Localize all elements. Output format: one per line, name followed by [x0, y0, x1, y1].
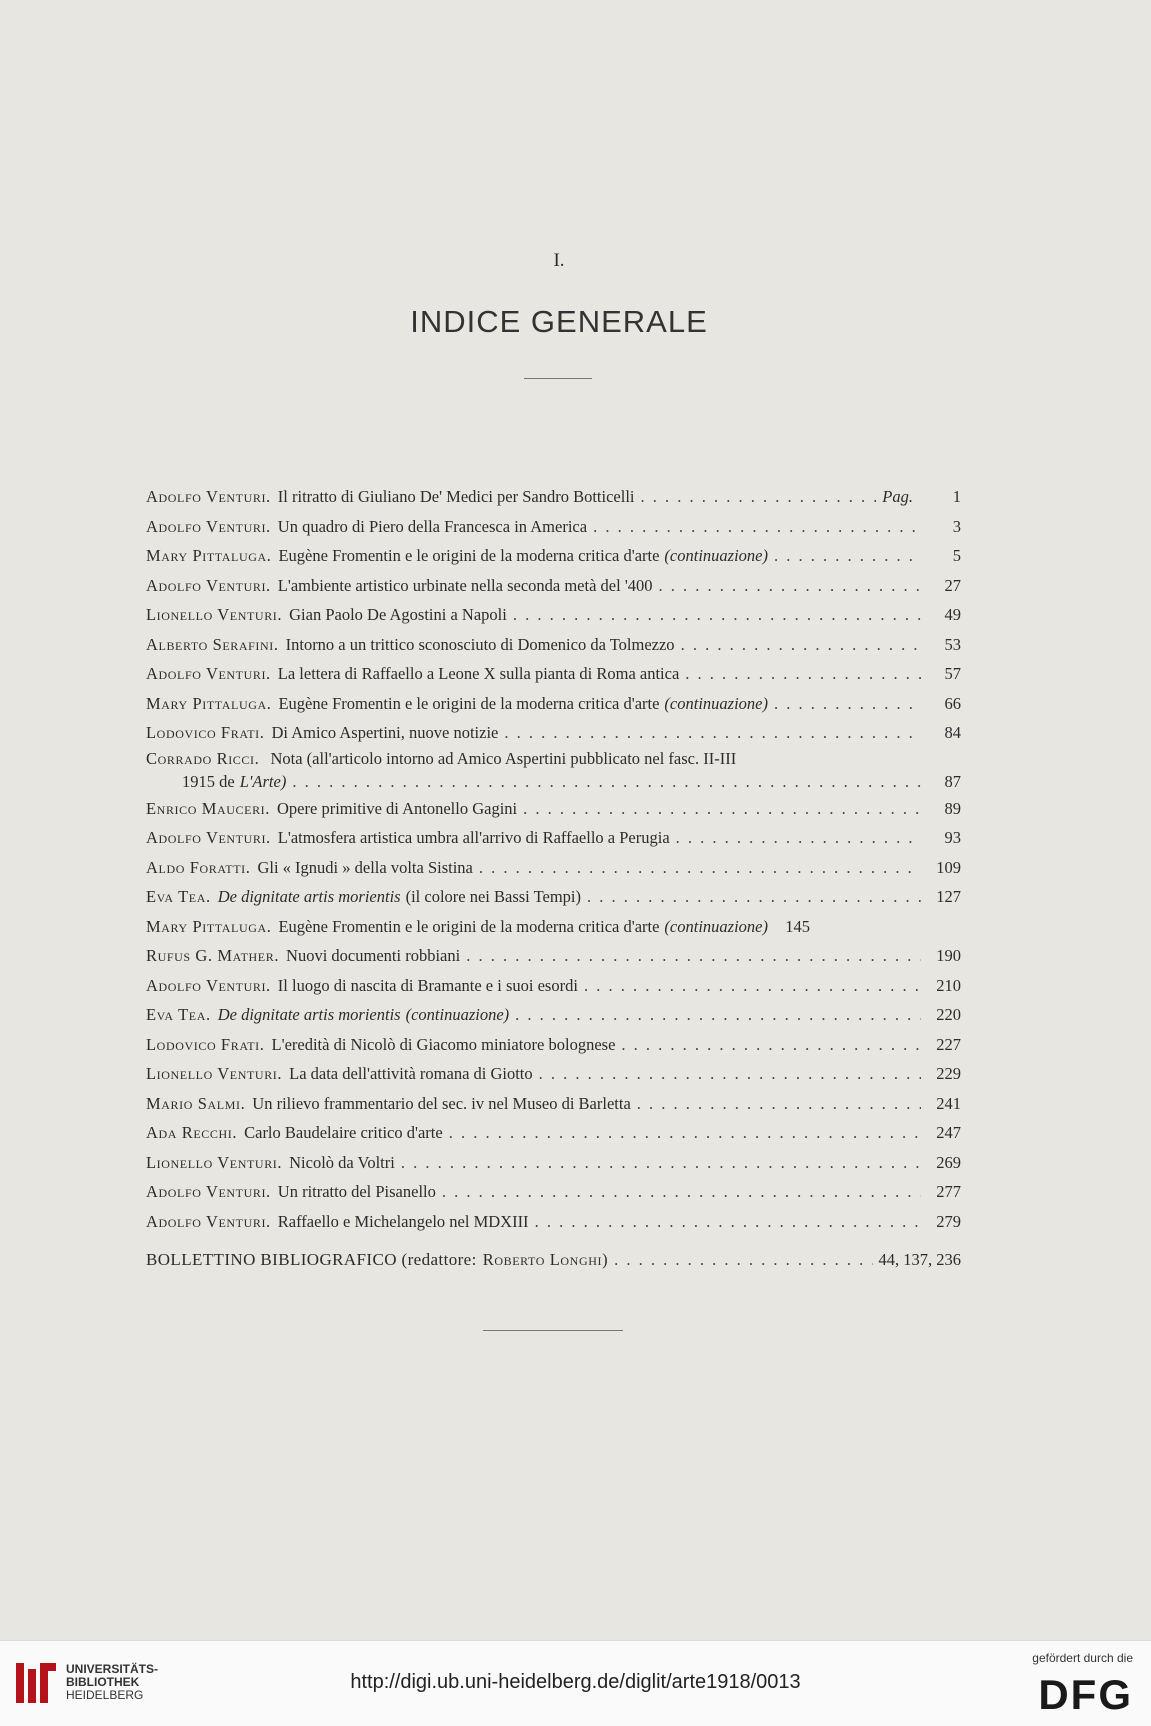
entry-page: 5 [952, 546, 961, 565]
dot-leader [774, 689, 921, 719]
entry-author: Mary Pittaluga. [146, 916, 272, 936]
dfg-logo: DFG [1038, 1671, 1133, 1718]
entry-author: Adolfo Venturi. [146, 575, 271, 595]
toc-entry[interactable] [146, 1000, 961, 1030]
entry-author: Mary Pittaluga. [146, 693, 272, 713]
entry-title: Gli « Ignudi » della volta Sistina [257, 857, 473, 877]
dot-leader [504, 718, 921, 748]
entry-author: Adolfo Venturi. [146, 487, 271, 506]
toc-entry[interactable] [146, 1177, 961, 1207]
entry-author: Lionello Venturi. [146, 605, 283, 624]
entry-page: 145 [785, 916, 810, 936]
entry-title: Nuovi documenti robbiani [286, 946, 461, 965]
entry-author: Lionello Venturi. [146, 1152, 283, 1172]
entry-page: 247 [936, 1123, 961, 1142]
dot-leader [641, 482, 877, 512]
entry-page: 220 [936, 1005, 961, 1024]
entry-author: Eva Tea. [146, 1005, 211, 1024]
toc-entry[interactable] [146, 512, 961, 542]
toc-entry[interactable] [146, 971, 961, 1001]
toc-entry[interactable] [146, 1030, 961, 1060]
title-divider [524, 378, 592, 379]
library-name: UNIVERSITÄTS- BIBLIOTHEK HEIDELBERG [66, 1662, 159, 1702]
entry-page: 210 [936, 975, 961, 995]
entry-title: Il luogo di nascita di Bramante e i suoi esordi [277, 975, 578, 995]
toc-entry[interactable] [146, 1148, 961, 1178]
dot-leader [513, 600, 921, 630]
dot-leader [523, 794, 921, 824]
entry-title: Un ritratto del Pisanello [277, 1182, 436, 1201]
dot-leader [449, 1118, 921, 1148]
dot-leader [621, 1030, 921, 1060]
dot-leader [614, 1240, 872, 1280]
entry-author: Mario Salmi. [146, 1093, 246, 1113]
bollettino-entry[interactable] [146, 1240, 961, 1280]
entry-title: Intorno a un trittico sconosciuto di Domenico da Tolmezzo [285, 634, 675, 654]
entry-author: Ada Recchi. [146, 1123, 238, 1142]
toc-entry[interactable] [146, 541, 961, 571]
entry-note: (continuazione) [405, 1005, 510, 1024]
entry-page: 109 [936, 857, 961, 877]
dot-leader [535, 1207, 921, 1237]
toc-entry[interactable] [146, 748, 961, 794]
entry-page: 127 [936, 887, 961, 906]
entry-note: (continuazione) [664, 693, 768, 713]
entry-page: 87 [944, 771, 961, 791]
toc-entry[interactable] [146, 571, 961, 601]
funding-note: gefördert durch die [1032, 1651, 1133, 1665]
entry-title: La lettera di Raffaello a Leone X sulla pianta di Roma antica [277, 664, 680, 683]
dot-leader [681, 630, 921, 660]
entry-title: Eugène Fromentin e le origini de la moderna critica d'arte [278, 546, 660, 565]
entry-title: L'atmosfera artistica umbra all'arrivo di Raffaello a Perugia [277, 828, 670, 847]
toc-entry[interactable] [146, 600, 961, 630]
dot-leader [292, 770, 921, 794]
entry-title: Nicolò da Voltri [289, 1152, 395, 1172]
entry-title: L'eredità di Nicolò di Giacomo miniatore bolognese [271, 1034, 616, 1054]
toc-entry[interactable] [146, 853, 961, 883]
entry-page: 93 [944, 828, 961, 847]
entry-author: Rufus G. Mather. [146, 946, 280, 965]
section-number: I. [553, 250, 565, 271]
entry-page: 190 [936, 946, 961, 965]
dot-leader [539, 1059, 921, 1089]
entry-page: 241 [936, 1093, 961, 1113]
dot-leader [584, 971, 921, 1001]
toc-entry[interactable] [146, 1089, 961, 1119]
entry-author: Lodovico Frati. [146, 723, 265, 742]
toc-entry[interactable] [146, 794, 961, 824]
entry-page: 279 [936, 1211, 961, 1231]
entry-title: Opere primitive di Antonello Gagini [277, 798, 518, 818]
entry-author: Adolfo Venturi. [146, 975, 271, 995]
dot-leader [401, 1148, 921, 1178]
toc-entry[interactable] [146, 1207, 961, 1237]
toc-entry[interactable] [146, 689, 961, 719]
entry-author: Lodovico Frati. [146, 1034, 265, 1054]
entry-page: 89 [944, 798, 961, 818]
entry-page: 66 [944, 693, 961, 713]
entry-page: 227 [936, 1034, 961, 1054]
entry-page: 57 [944, 664, 961, 683]
entry-page: 1 [952, 487, 961, 506]
dot-leader [515, 1000, 921, 1030]
dot-leader [593, 512, 921, 542]
entry-author: Lionello Venturi. [146, 1064, 283, 1083]
entry-author: Adolfo Venturi. [146, 664, 271, 683]
entry-title: Eugène Fromentin e le origini de la moderna critica d'arte [278, 916, 660, 936]
document-url[interactable]: http://digi.ub.uni-heidelberg.de/diglit/arte1918/0013 [350, 1671, 801, 1693]
bollettino-pages: 44, 137, 236 [878, 1250, 961, 1269]
toc-entry[interactable] [146, 630, 961, 660]
closing-divider [483, 1330, 623, 1331]
entry-title: Eugène Fromentin e le origini de la moderna critica d'arte [278, 693, 660, 713]
entry-journal: L'Arte) [239, 771, 287, 791]
dot-leader [466, 941, 921, 971]
entry-title-italic: De dignitate artis morientis [217, 1005, 401, 1024]
entry-author: Corrado Ricci. [146, 748, 260, 768]
toc-entry[interactable] [146, 1059, 961, 1089]
entry-note: (continuazione) [664, 916, 768, 936]
entry-author: Aldo Foratti. [146, 857, 251, 877]
toc-entry[interactable] [146, 912, 961, 942]
dot-leader [659, 571, 921, 601]
entry-page: 229 [936, 1064, 961, 1083]
table-of-contents [146, 482, 961, 1280]
entry-title: Gian Paolo De Agostini a Napoli [289, 605, 507, 624]
entry-page: 269 [936, 1152, 961, 1172]
entry-title: Carlo Baudelaire critico d'arte [244, 1123, 443, 1142]
entry-title-continued: 1915 de [182, 771, 235, 791]
entry-title-italic: De dignitate artis morientis [217, 887, 401, 906]
dot-leader [587, 882, 921, 912]
dot-leader [676, 823, 921, 853]
dot-leader [637, 1089, 921, 1119]
entry-author: Adolfo Venturi. [146, 1182, 271, 1201]
entry-author: Adolfo Venturi. [146, 828, 271, 847]
page-label: Pag. [882, 487, 913, 506]
entry-title: (il colore nei Bassi Tempi) [405, 887, 581, 906]
toc-entry[interactable] [146, 482, 961, 512]
entry-author: Mary Pittaluga. [146, 546, 272, 565]
entry-title: Un quadro di Piero della Francesca in America [277, 516, 588, 536]
entry-page: 84 [944, 723, 961, 742]
toc-entry[interactable] [146, 1118, 961, 1148]
entry-author: Adolfo Venturi. [146, 516, 271, 536]
entry-author: Enrico Mauceri. [146, 798, 271, 818]
entry-author: Adolfo Venturi. [146, 1211, 271, 1231]
entry-author: Alberto Serafini. [146, 634, 279, 654]
entry-title: La data dell'attività romana di Giotto [289, 1064, 533, 1083]
entry-author: Eva Tea. [146, 887, 211, 906]
dot-leader [685, 659, 921, 689]
entry-page: 49 [944, 605, 961, 624]
viewer-footer [0, 1640, 1151, 1726]
dot-leader [774, 541, 921, 571]
entry-page: 3 [952, 516, 961, 536]
entry-title: Di Amico Aspertini, nuove notizie [271, 723, 499, 742]
toc-entry[interactable] [146, 941, 961, 971]
entry-page: 277 [936, 1182, 961, 1201]
toc-entry[interactable] [146, 718, 961, 748]
dot-leader [442, 1177, 921, 1207]
bollettino-editor: Roberto Longhi) [482, 1250, 609, 1269]
entry-title: Nota (all'articolo intorno ad Amico Aspertini pubblicato nel fasc. II-III [270, 748, 737, 768]
toc-entry[interactable] [146, 882, 961, 912]
entry-title: Raffaello e Michelangelo nel MDXIII [277, 1211, 529, 1231]
bollettino-label: BOLLETTINO BIBLIOGRAFICO (redattore: [146, 1250, 477, 1269]
toc-entry[interactable] [146, 823, 961, 853]
entry-page: 27 [944, 575, 961, 595]
page-title: INDICE GENERALE [410, 304, 708, 339]
entry-title: Un rilievo frammentario del sec. iv nel Museo di Barletta [252, 1093, 631, 1113]
entry-title: Il ritratto di Giuliano De' Medici per Sandro Botticelli [277, 487, 635, 506]
entry-title: L'ambiente artistico urbinate nella seconda metà del '400 [277, 575, 653, 595]
entry-page: 53 [944, 634, 961, 654]
toc-entry[interactable] [146, 659, 961, 689]
entry-note: (continuazione) [664, 546, 768, 565]
dot-leader [479, 853, 921, 883]
